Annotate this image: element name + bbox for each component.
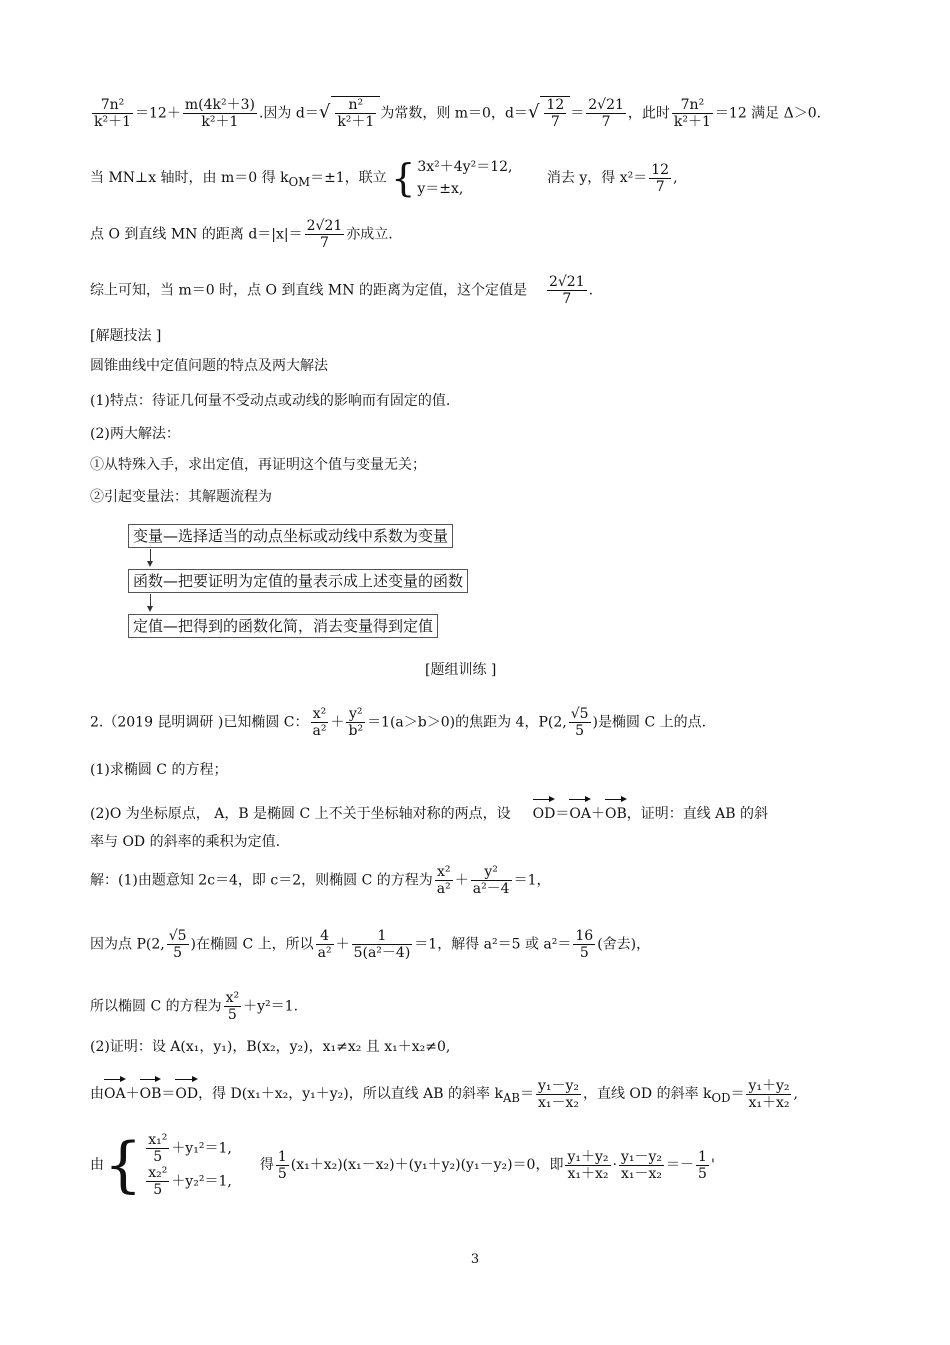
vector: OD bbox=[175, 1076, 198, 1104]
section-heading-exercises: [题组训练 ] bbox=[425, 662, 497, 678]
question-2: (2)O 为坐标原点， A，B 是椭圆 C 上不关于坐标轴对称的两点，设 OD＝OA＋OB，证明：直线 AB 的斜 bbox=[90, 796, 768, 824]
fraction: $\frac{\text{y²}}{\text{a²－4}}$ bbox=[472, 864, 510, 897]
paragraph: ①从特殊入手，求出定值，再证明这个值与变量无关； bbox=[90, 457, 426, 473]
fraction: $\frac{1}{5}$ bbox=[277, 1148, 287, 1182]
sqrt-body: $\frac{\text{n²}}{\text{k²＋1}}$ bbox=[331, 96, 380, 130]
solution-2-slopes: 由OA＋OB＝OD，得 D(x₁＋x₂，y₁＋y₂)，所以直线 AB 的斜率 $k_{AB}=$ $\frac{\text{y₁－y₂}}{\text{x₁－x₂}}$ ，直线 OD 的斜率 $k_{OD}=$ $\frac{\text{y₁＋y₂}}{\text{x₁＋x₂}}$ , bbox=[90, 1077, 798, 1111]
question-2-cont: 率与 OD 的斜率的乘积为定值. bbox=[90, 834, 281, 850]
sqrt-sign: √ bbox=[527, 101, 540, 123]
fraction: $\frac{\text{7n²}}{\text{k²＋1}}$ bbox=[94, 97, 132, 130]
equation-system: 3x²＋4y²＝12, y＝±x, bbox=[417, 159, 513, 197]
flow-box-value: 定值—把得到的函数化简，消去变量得到定值 bbox=[128, 614, 438, 638]
paragraph: (1)特点：待证几何量不受动点或动线的影响而有固定的值. bbox=[90, 393, 451, 409]
fraction: $\frac{\text{x²}}{5}$ bbox=[225, 990, 240, 1023]
solution-1: 解：(1)由题意知 2c＝4，即 c＝2，则椭圆 C 的方程为 $\frac{\text{x²}}{\text{a²}}$ ＋ $\frac{\text{y²}}{\text{a²－4}}$ ＝1， bbox=[90, 864, 551, 897]
line-d-constant: $\frac{\text{7n²}}{\text{k²＋1}}$ ＝12＋ $\frac{\text{m(4k²＋3)}}{\text{k²＋1}}$ .因为 d＝√ $\frac{\text{n²}}{\text{k²＋1}}$ 为常数，则 m＝0，d＝√ $\frac{12}{7}$ ＝ $\frac{2√21}{7}$ ，此时 $\frac{\text{7n²}}{\text{k²＋1}}$ ＝12 满足 Δ＞0. bbox=[94, 97, 822, 130]
fraction: $\frac{1}{5}$ bbox=[698, 1148, 707, 1182]
fraction: $\frac{4}{\text{a²}}$ bbox=[317, 928, 332, 961]
fraction: $\frac{2√21}{7}$ bbox=[548, 274, 585, 307]
solution-point-p: 因为点 P(2, $\frac{√5}{5}$ )在椭圆 C 上，所以 $\frac{4}{\text{a²}}$ ＋ $\frac{1}{\text{5(a²－4)}}$ ＝1，解得 a²＝5 或 a²＝ $\frac{16}{5}$ (舍去)， bbox=[90, 928, 651, 961]
vector: OB bbox=[605, 796, 627, 824]
line-conclusion: 综上可知，当 m＝0 时，点 O 到直线 MN 的距离为定值，这个定值是 $\frac{2√21}{7}$ . bbox=[90, 274, 594, 307]
fraction: $\frac{2√21}{7}$ bbox=[588, 97, 624, 130]
paragraph: 圆锥曲线中定值问题的特点及两大解法 bbox=[90, 358, 328, 374]
fraction: $\frac{√5}{5}$ bbox=[570, 706, 589, 739]
flow-arrow bbox=[150, 594, 151, 610]
left-brace: { bbox=[391, 156, 416, 200]
fraction: $\frac{\text{y₁＋y₂}}{\text{x₁＋x₂}}$ bbox=[748, 1077, 790, 1111]
line-mn-perp: 当 MN⊥x 轴时，由 m＝0 得 $k_{OM}=\pm 1$，联立 { 3x²＋4y²＝12, y＝±x, 消去 y，得 x²＝ $\frac{12}{7}$ , bbox=[90, 156, 678, 200]
fraction: $\frac{√5}{5}$ bbox=[168, 928, 187, 961]
flow-box-function: 函数—把要证明为定值的量表示成上述变量的函数 bbox=[128, 569, 468, 593]
flow-box-variable: 变量—选择适当的动点坐标或动线中系数为变量 bbox=[128, 524, 453, 548]
line-distance: 点 O 到直线 MN 的距离 d＝|x|＝ $\frac{2√21}{7}$ 亦成立. bbox=[90, 218, 393, 251]
fraction: $\frac{\text{x²}}{\text{a²}}$ bbox=[436, 864, 451, 897]
fraction: $\frac{\text{y₁＋y₂}}{\text{x₁＋x₂}}$ bbox=[567, 1148, 609, 1182]
section-heading-techniques: [解题技法 ] bbox=[90, 328, 162, 344]
paragraph: (2)两大解法： bbox=[90, 426, 180, 442]
vector: OA bbox=[569, 796, 591, 824]
solution-2-setup: (2)证明：设 A(x₁，y₁)，B(x₂，y₂)，x₁≠x₂ 且 x₁＋x₂≠0, bbox=[90, 1039, 451, 1055]
sqrt-body: $\frac{12}{7}$ bbox=[540, 96, 570, 130]
fraction: $\frac{\text{y₁－y₂}}{\text{x₁－x₂}}$ bbox=[537, 1077, 579, 1111]
paragraph: ②引起变量法：其解题流程为 bbox=[90, 489, 272, 505]
fraction: $\frac{\text{7n²}}{\text{k²＋1}}$ bbox=[673, 97, 711, 130]
flow-arrow bbox=[150, 549, 151, 565]
vector: OB bbox=[140, 1076, 162, 1104]
question-1: (1)求椭圆 C 的方程； bbox=[90, 762, 228, 778]
left-brace: { bbox=[104, 1130, 143, 1200]
page-number: 3 bbox=[470, 1252, 480, 1267]
solution-2-system: 由{ $\frac{\text{x₁²}}{5}$ ＋y₁²＝1, $\frac{\text{x₂²}}{5}$ ＋y₂²＝1, 得 $\frac{1}{5}$ (x₁＋x₂)(x₁－x₂)＋(y₁＋y₂)(y₁－y₂)＝0，即 $\frac{\text{y₁＋y₂}}{\text{x₁＋x₂}}$ · $\frac{\text{y₁－y₂}}{\text{x₁－x₂}}$ ＝－ $\frac{1}{5}$ ' bbox=[90, 1130, 715, 1200]
fraction: $\frac{16}{5}$ bbox=[575, 928, 594, 961]
sqrt-sign: √ bbox=[318, 101, 331, 123]
fraction: $\frac{\text{y₁－y₂}}{\text{x₁－x₂}}$ bbox=[620, 1148, 663, 1182]
fraction: $\frac{\text{y²}}{\text{b²}}$ bbox=[348, 706, 364, 739]
equation-system: $\frac{\text{x₁²}}{5}$ ＋y₁²＝1, $\frac{\text{x₂²}}{5}$ ＋y₂²＝1, bbox=[148, 1132, 232, 1198]
fraction: $\frac{12}{7}$ bbox=[651, 161, 670, 195]
problem-2-statement: 2.（2019 昆明调研 )已知椭圆 C： $\frac{\text{x²}}{\text{a²}}$ ＋ $\frac{\text{y²}}{\text{b²}}$ ＝1(a＞b＞0)的焦距为 4，P(2, $\frac{√5}{5}$ )是椭圆 C 上的点. bbox=[90, 706, 707, 739]
fraction: $\frac{1}{\text{5(a²－4)}}$ bbox=[353, 928, 411, 961]
flowchart bbox=[128, 524, 548, 644]
fraction: $\frac{\text{m(4k²＋3)}}{\text{k²＋1}}$ bbox=[184, 97, 255, 130]
vector: OD bbox=[533, 796, 556, 824]
fraction: $\frac{2√21}{7}$ bbox=[306, 218, 343, 251]
solution-ellipse-eq: 所以椭圆 C 的方程为 $\frac{\text{x²}}{5}$ ＋y²＝1. bbox=[90, 990, 299, 1023]
fraction: $\frac{\text{x²}}{\text{a²}}$ bbox=[312, 706, 327, 739]
vector: OA bbox=[104, 1076, 126, 1104]
